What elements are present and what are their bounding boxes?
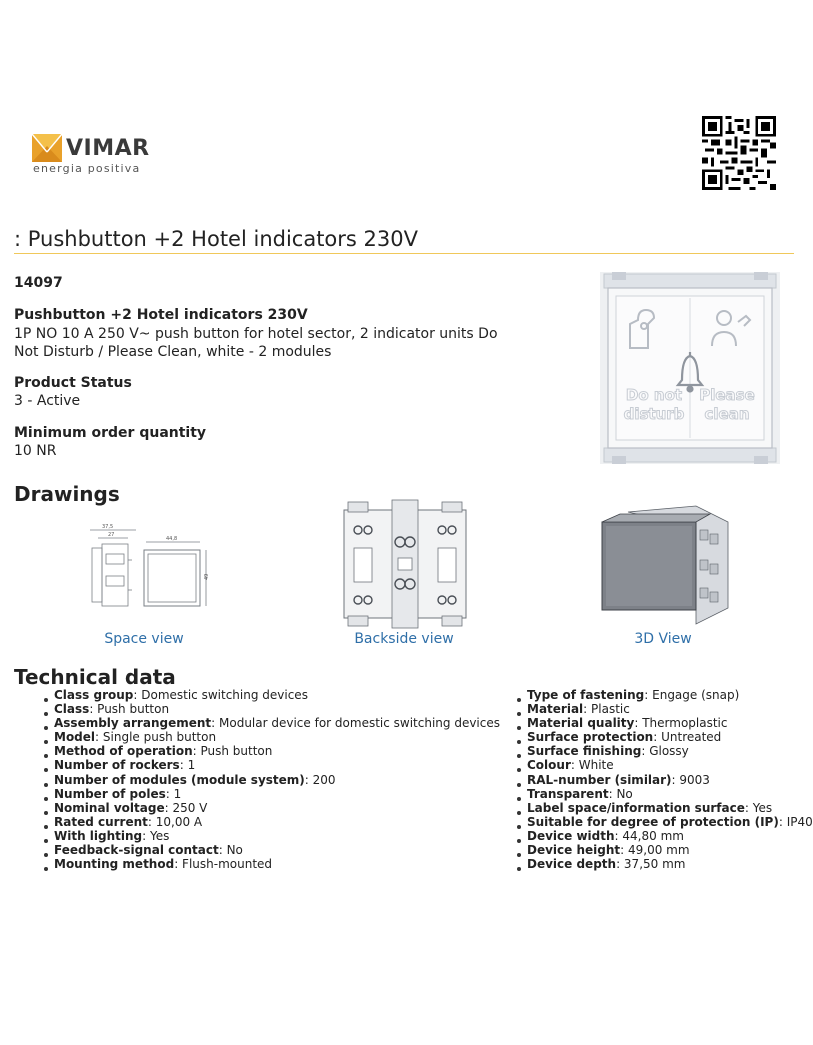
- tech-value: Yes: [150, 828, 170, 843]
- dim-depth: 37,5: [102, 524, 114, 530]
- tech-item: Number of rockers: 1: [54, 758, 494, 772]
- tech-key: RAL-number (similar): [527, 772, 672, 787]
- tech-value: Single push button: [102, 730, 217, 745]
- technical-data-right-list: [527, 688, 813, 872]
- tech-item: Class: Push button: [54, 702, 494, 716]
- tech-value: White: [578, 758, 614, 773]
- tech-value: 10,00 A: [155, 814, 203, 829]
- product-photo: [600, 272, 780, 464]
- tech-item: Suitable for degree of protection (IP): IP40: [527, 814, 813, 829]
- tech-value: Glossy: [649, 744, 689, 759]
- qr-code-icon: [702, 116, 776, 190]
- tech-item: Device depth: 37,50 mm: [527, 857, 807, 871]
- tech-item: Nominal voltage: 250 V: [54, 801, 494, 815]
- tech-item: Feedback-signal contact: No: [54, 843, 494, 857]
- space-view-drawing[interactable]: [78, 520, 212, 610]
- tech-value: 37,50 mm: [623, 857, 686, 872]
- tech-key: Surface protection: [527, 730, 654, 745]
- technical-data-heading: Technical data: [14, 665, 176, 689]
- tech-key: With lighting: [54, 828, 143, 843]
- vimar-logo: [32, 134, 172, 178]
- tech-item: Assembly arrangement: Modular device for domestic switching devices: [54, 716, 500, 731]
- tech-item: Class group: Domestic switching devices: [54, 688, 494, 702]
- tech-item: Number of modules (module system): 200: [54, 773, 494, 787]
- tech-item: Colour: White: [527, 758, 807, 772]
- backside-view-caption[interactable]: Backside view: [354, 631, 454, 647]
- please-clean-label-2: clean: [704, 405, 750, 423]
- tech-item: With lighting: Yes: [54, 829, 494, 843]
- 3d-view-caption[interactable]: 3D View: [634, 631, 692, 647]
- tech-key: Number of rockers: [54, 758, 180, 773]
- tech-key: Mounting method: [54, 857, 175, 872]
- tech-value: Plastic: [591, 702, 630, 717]
- tech-key: Class: [54, 702, 90, 717]
- tech-item: Rated current: 10,00 A: [54, 815, 494, 829]
- product-status-heading: Product Status: [14, 375, 132, 391]
- tech-key: Colour: [527, 758, 571, 773]
- tech-key: Number of modules (module system): [54, 772, 305, 787]
- tech-key: Number of poles: [54, 786, 166, 801]
- tech-item: Label space/information surface: Yes: [527, 801, 807, 815]
- dim-height: 49: [204, 573, 210, 580]
- tech-key: Material quality: [527, 716, 635, 731]
- tech-key: Model: [54, 730, 96, 745]
- drawings-heading: Drawings: [14, 482, 120, 506]
- 3d-view-drawing[interactable]: [600, 500, 732, 626]
- tech-value: Modular device for domestic switching devices: [219, 716, 500, 731]
- technical-data-left-list: [54, 688, 500, 872]
- brand-tagline: energia positiva: [33, 162, 141, 175]
- tech-key: Method of operation: [54, 744, 193, 759]
- moq-heading: Minimum order quantity: [14, 425, 207, 441]
- tech-item: Number of poles: 1: [54, 787, 494, 801]
- tech-value: Domestic switching devices: [141, 688, 308, 702]
- tech-value: Push button: [97, 702, 170, 717]
- tech-key: Label space/information surface: [527, 800, 745, 815]
- tech-value: Yes: [752, 800, 773, 815]
- space-view-caption[interactable]: Space view: [104, 631, 184, 647]
- tech-item: Device width: 44,80 mm: [527, 829, 807, 843]
- tech-item: Surface protection: Untreated: [527, 730, 807, 744]
- tech-key: Device depth: [527, 857, 617, 872]
- tech-value: Engage (snap): [652, 688, 740, 702]
- tech-item: Material quality: Thermoplastic: [527, 716, 807, 730]
- title-divider: [14, 253, 794, 254]
- tech-key: Feedback-signal contact: [54, 843, 219, 858]
- tech-value: No: [226, 843, 243, 858]
- tech-item: Method of operation: Push button: [54, 744, 494, 758]
- tech-value: 44,80 mm: [622, 828, 684, 843]
- do-not-disturb-label-2: disturb: [623, 405, 685, 423]
- tech-item: Material: Plastic: [527, 702, 807, 716]
- tech-value: Push button: [200, 744, 273, 759]
- tech-key: Type of fastening: [527, 688, 645, 702]
- tech-key: Device height: [527, 843, 621, 858]
- tech-key: Device width: [527, 828, 615, 843]
- tech-value: No: [616, 786, 633, 801]
- tech-key: Class group: [54, 688, 134, 702]
- vimar-logo-mark-icon: [32, 134, 62, 162]
- tech-item: RAL-number (similar): 9003: [527, 773, 807, 787]
- tech-key: Rated current: [54, 814, 148, 829]
- tech-value: 200: [312, 772, 336, 787]
- product-description: 1P NO 10 A 250 V~ push button for hotel sector, 2 indicator units Do Not Disturb / Please Clean, white - 2 modules: [14, 326, 498, 360]
- tech-key: Suitable for degree of protection (IP): [527, 814, 779, 829]
- tech-value: Flush-mounted: [182, 857, 273, 872]
- brand-name: VIMAR: [66, 136, 150, 161]
- please-clean-label-1: Please: [699, 386, 755, 404]
- tech-key: Material: [527, 702, 584, 717]
- tech-item: Mounting method: Flush-mounted: [54, 857, 494, 871]
- tech-key: Assembly arrangement: [54, 716, 212, 731]
- tech-value: 1: [173, 786, 182, 801]
- page-title: : Pushbutton +2 Hotel indicators 230V: [14, 227, 418, 251]
- product-name: Pushbutton +2 Hotel indicators 230V: [14, 307, 308, 323]
- tech-item: Transparent: No: [527, 787, 807, 801]
- tech-item: Type of fastening: Engage (snap): [527, 688, 807, 702]
- tech-value: 1: [187, 758, 196, 773]
- tech-value: 49,00 mm: [628, 843, 690, 858]
- tech-key: Transparent: [527, 786, 609, 801]
- do-not-disturb-label-1: Do not: [625, 386, 683, 404]
- moq-value: 10 NR: [14, 443, 57, 459]
- tech-item: Model: Single push button: [54, 730, 494, 744]
- tech-value: Untreated: [661, 730, 722, 745]
- tech-key: Nominal voltage: [54, 800, 165, 815]
- dim-width: 44,8: [166, 536, 178, 542]
- backside-view-drawing[interactable]: [344, 500, 466, 628]
- tech-key: Surface finishing: [527, 744, 642, 759]
- tech-value: 9003: [679, 772, 710, 787]
- tech-item: Device height: 49,00 mm: [527, 843, 807, 857]
- tech-value: IP40: [786, 814, 813, 829]
- tech-value: 250 V: [172, 800, 208, 815]
- product-code: 14097: [14, 275, 63, 291]
- tech-item: Surface finishing: Glossy: [527, 744, 807, 758]
- tech-value: Thermoplastic: [642, 716, 728, 731]
- product-status-value: 3 - Active: [14, 393, 81, 409]
- dim-body: 27: [108, 532, 115, 538]
